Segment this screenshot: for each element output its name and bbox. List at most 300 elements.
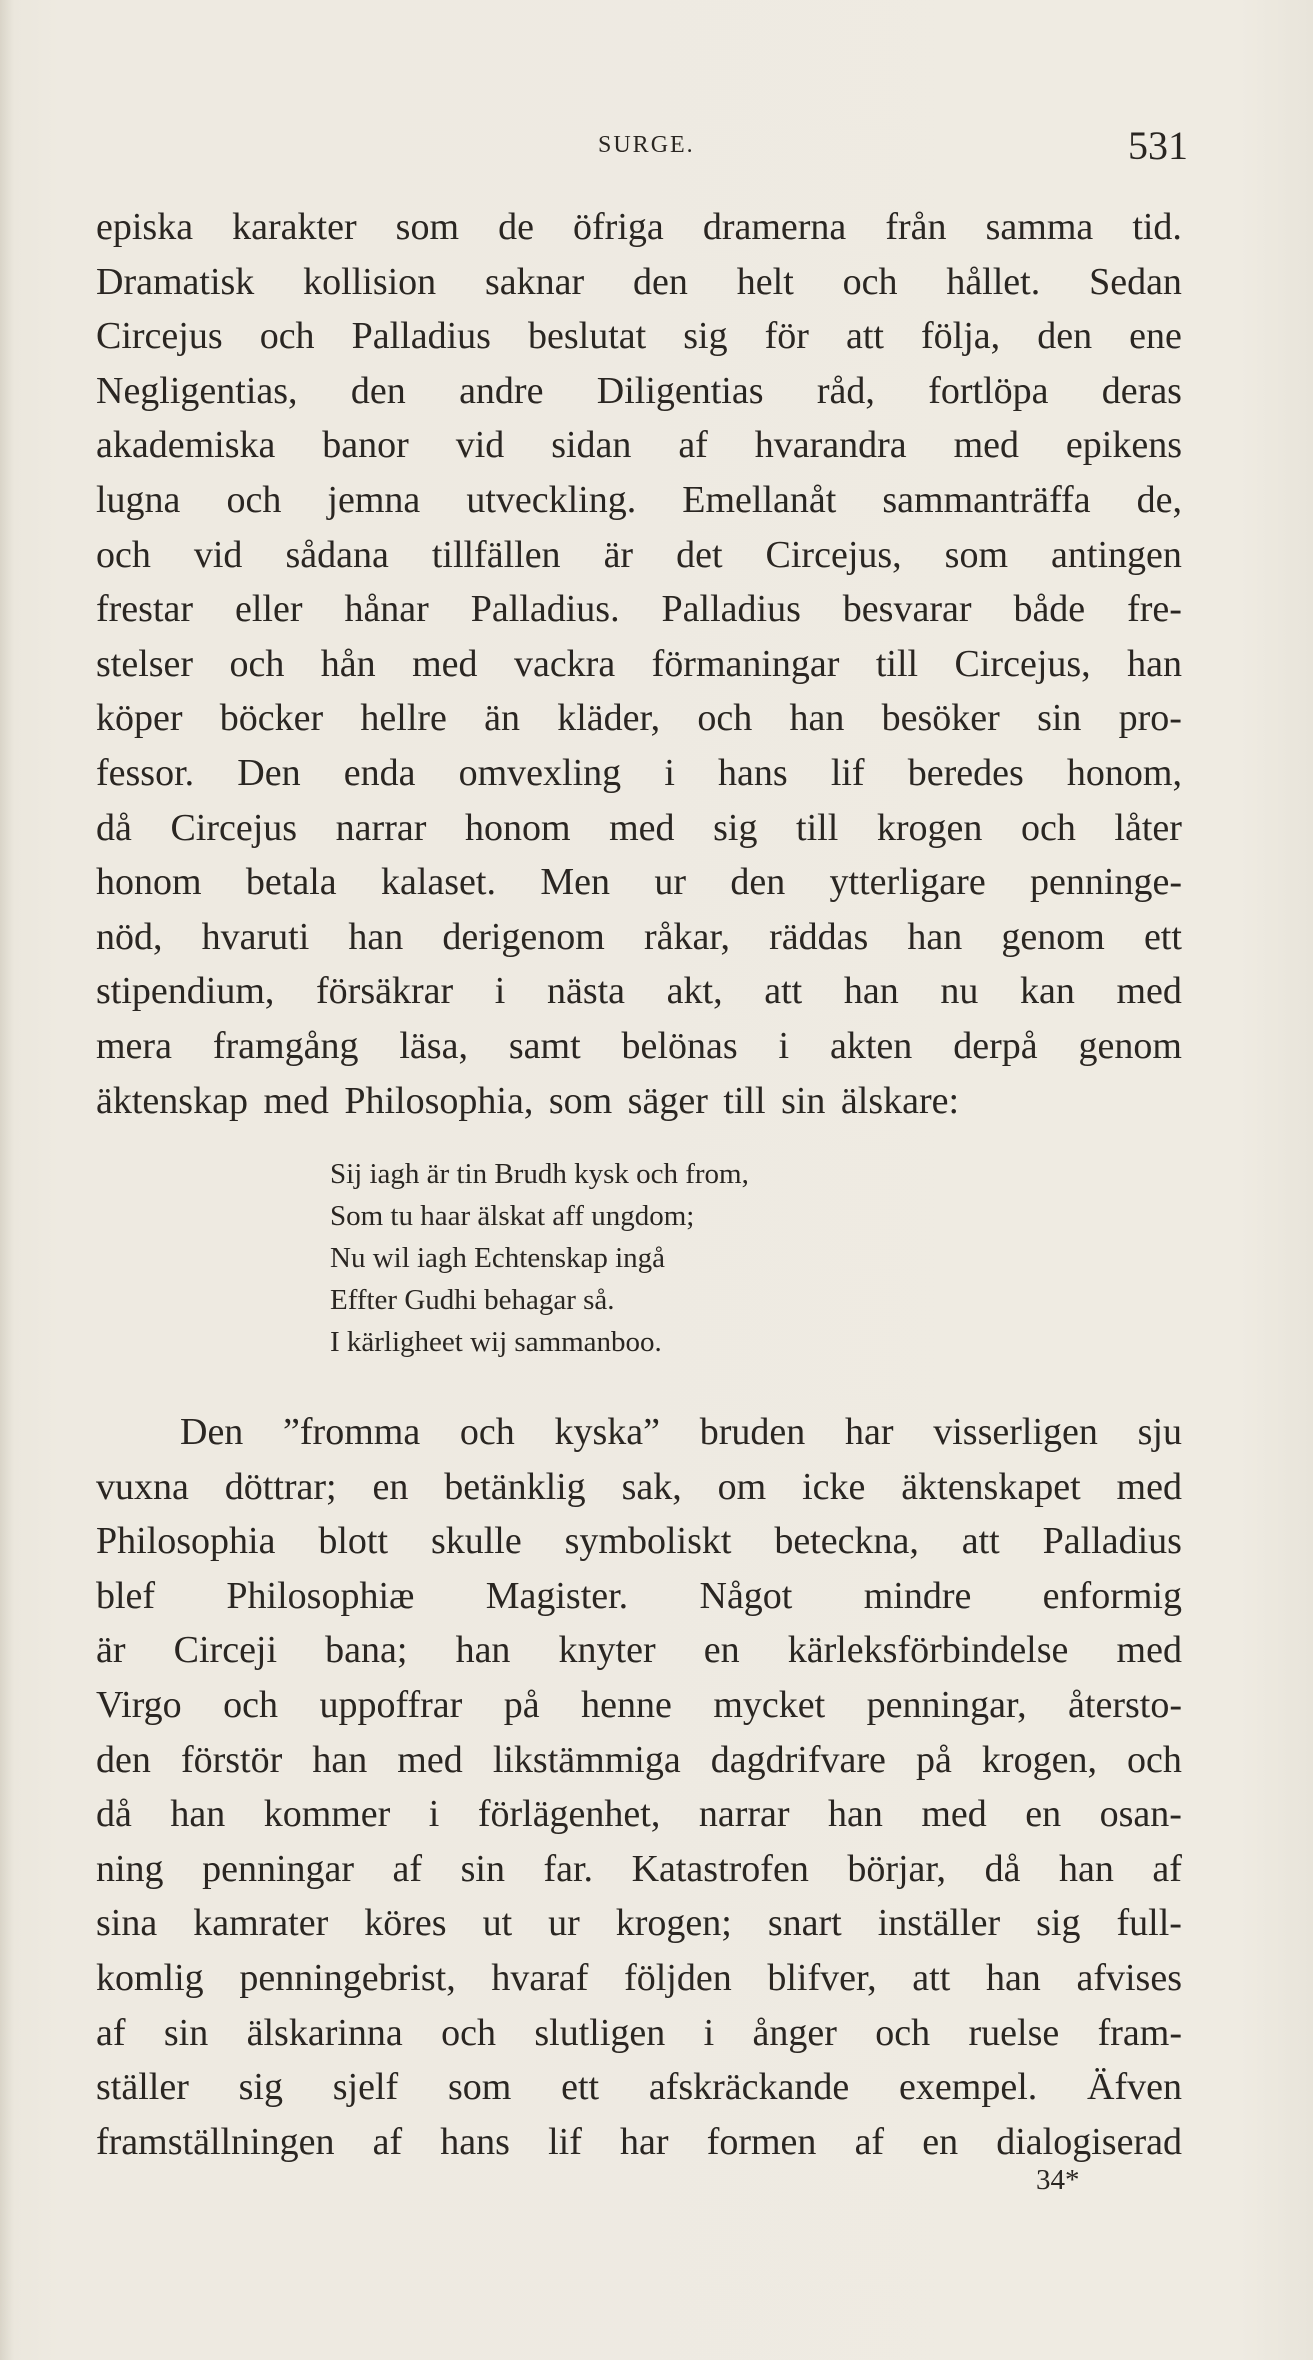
word: med — [953, 424, 1020, 467]
word: i — [703, 2011, 715, 2054]
word: Palladius — [661, 588, 801, 631]
word: Något — [699, 1574, 793, 1617]
word: då — [984, 1847, 1021, 1890]
text-line — [96, 1733, 1182, 1788]
text-line — [96, 910, 1182, 965]
word: för — [764, 315, 809, 358]
word: kommer — [263, 1793, 391, 1836]
word: framställningen — [96, 2120, 335, 2163]
word: honom — [96, 861, 202, 904]
word: förlägenhet, — [477, 1793, 661, 1836]
text-line — [96, 1569, 1182, 1624]
word: med — [609, 806, 675, 849]
word: far. — [543, 1847, 594, 1890]
word: med — [921, 1793, 987, 1836]
text-line — [96, 255, 1182, 310]
word: betala — [245, 861, 337, 904]
word: lif — [830, 751, 865, 794]
word: och — [697, 697, 753, 740]
word: helt — [736, 260, 794, 303]
word: Virgo — [96, 1683, 182, 1726]
word: full- — [1116, 1902, 1182, 1945]
word: på — [503, 1683, 540, 1726]
word: en — [372, 1465, 409, 1508]
word: ”fromma — [283, 1411, 421, 1453]
page-number: 531 — [1128, 123, 1188, 168]
word: återsto- — [1068, 1683, 1182, 1726]
word: Circeji — [173, 1629, 278, 1672]
word: den — [1037, 315, 1093, 358]
word: han — [843, 970, 899, 1013]
word: saknar — [485, 260, 585, 303]
word: med — [412, 642, 478, 685]
word: försäkrar — [316, 970, 454, 1013]
word: inställer — [877, 1902, 1001, 1945]
word: i — [494, 970, 506, 1013]
word: vid — [193, 533, 243, 576]
text-line — [96, 801, 1182, 856]
word: af — [1152, 1847, 1182, 1890]
word: penningar, — [866, 1683, 1027, 1726]
word: sina — [96, 1902, 158, 1945]
word: epikens — [1065, 424, 1182, 467]
word: Philosophia — [96, 1520, 276, 1563]
word: än — [484, 697, 521, 740]
word: med — [1116, 970, 1182, 1013]
word: han — [455, 1629, 511, 1672]
word: karakter — [232, 206, 357, 248]
word: den — [730, 861, 786, 904]
word: Negligentias, — [96, 369, 298, 412]
word: belönas — [621, 1024, 738, 1067]
text-line — [96, 637, 1182, 692]
word: framgång — [212, 1024, 359, 1067]
word: börjar, — [847, 1847, 947, 1890]
word: hans — [718, 751, 788, 794]
word: stipendium, — [96, 970, 275, 1013]
word: beslutat — [527, 315, 647, 358]
word: akten — [830, 1024, 913, 1067]
text-line — [96, 528, 1182, 583]
word: besvarar — [842, 588, 972, 631]
word: symboliskt — [564, 1520, 732, 1563]
word: krogen, — [981, 1738, 1097, 1781]
word: köres — [364, 1902, 447, 1945]
text-line — [96, 1623, 1182, 1678]
word: är — [96, 1629, 126, 1672]
word: exempel. — [899, 2066, 1038, 2109]
word: har — [620, 2120, 669, 2163]
word: älskarinna — [246, 2011, 403, 2054]
verse-line: Nu wil iagh Echtenskap ingå — [330, 1242, 666, 1274]
verse-line: I kärligheet wij sammanboo. — [330, 1326, 662, 1358]
word: att — [846, 315, 884, 358]
word: af — [854, 2120, 885, 2163]
word: vid — [455, 424, 505, 467]
word: det — [676, 533, 723, 576]
word: sin — [163, 2011, 209, 2054]
word: af — [678, 424, 708, 467]
word: hvaraf — [491, 1956, 589, 1999]
word: mycket — [713, 1683, 826, 1726]
word: han — [312, 1738, 368, 1781]
word: med — [397, 1738, 463, 1781]
word: genom — [1078, 1024, 1182, 1067]
word: råkar, — [643, 915, 730, 958]
word: och — [223, 1683, 279, 1726]
word: de — [498, 206, 534, 248]
word: och — [259, 315, 315, 358]
word: ett — [561, 2066, 600, 2109]
word: tillfällen — [431, 533, 561, 576]
word: den — [350, 369, 406, 412]
word: den — [96, 1738, 151, 1781]
word: lugna — [96, 478, 181, 521]
word: han — [1058, 1847, 1114, 1890]
word: och — [875, 2011, 931, 2054]
word: han — [907, 915, 963, 958]
word: Emellanåt — [682, 478, 837, 521]
word: Katastrofen — [631, 1847, 809, 1890]
word: blef — [96, 1574, 156, 1617]
word: från — [885, 206, 947, 248]
word: Diligentias — [596, 369, 764, 412]
word: af — [372, 2120, 403, 2163]
word: äktenskapet — [901, 1465, 1081, 1508]
word: enda — [343, 751, 416, 794]
word: sig — [238, 2066, 283, 2109]
text-line — [96, 364, 1182, 419]
word: är — [603, 533, 634, 576]
word: förmaningar — [651, 642, 840, 685]
word: köper — [96, 697, 183, 740]
word: enformig — [1042, 1574, 1182, 1617]
page-header — [0, 118, 1313, 178]
word: om — [717, 1465, 767, 1508]
word: och — [441, 2011, 496, 2054]
word: läsa, — [399, 1024, 468, 1067]
text-line — [96, 746, 1182, 801]
text-line: äktenskap med Philosophia, som säger till sin älskare: — [96, 1079, 960, 1122]
word: blott — [318, 1520, 389, 1563]
word: dagdrifvare — [710, 1738, 886, 1781]
word: krogen — [876, 806, 983, 849]
word: betänklig — [444, 1465, 586, 1508]
word: Circejus, — [765, 533, 902, 576]
word: ånger — [752, 2011, 837, 2054]
word: nu — [940, 970, 979, 1013]
text-line — [96, 1019, 1182, 1074]
word: förstör — [180, 1738, 283, 1781]
word: penningar — [202, 1847, 355, 1890]
word: både — [1013, 588, 1086, 631]
word: honom, — [1066, 751, 1182, 794]
word: mindre — [863, 1574, 972, 1617]
word: då — [96, 1793, 132, 1836]
word: likstämmiga — [492, 1738, 681, 1781]
word: omvexling — [458, 751, 622, 794]
word: narrar — [698, 1793, 790, 1836]
word: antingen — [1051, 533, 1182, 576]
word: sig — [713, 806, 758, 849]
word: deras — [1101, 369, 1182, 412]
word: den — [633, 260, 688, 303]
text-line — [96, 1951, 1182, 2006]
word: då — [96, 806, 132, 849]
word: dramerna — [702, 206, 847, 248]
word: med — [1116, 1465, 1182, 1508]
text-line — [96, 855, 1182, 910]
word: snart — [767, 1902, 842, 1945]
word: som — [395, 206, 460, 248]
word: bruden — [699, 1411, 806, 1453]
word: han — [985, 1956, 1041, 1999]
text-line — [96, 964, 1182, 1019]
word: med — [1116, 1629, 1182, 1672]
verse-line: Som tu haar älskat aff ungdom; — [330, 1200, 695, 1232]
word: penningebrist, — [239, 1956, 456, 1999]
running-head: SURGE. — [598, 132, 695, 158]
word: vackra — [513, 642, 616, 685]
word: Den — [237, 751, 301, 794]
word: frestar — [96, 588, 194, 631]
verse-quotation — [330, 1153, 1030, 1363]
word: beredes — [907, 751, 1024, 794]
text-line — [96, 1514, 1182, 1569]
word: hån — [320, 642, 376, 685]
word: afskräckande — [648, 2066, 850, 2109]
word: honom — [464, 806, 571, 849]
word: Den — [180, 1411, 244, 1453]
word: hvaruti — [201, 915, 310, 958]
word: som — [944, 533, 1009, 576]
word: sig — [683, 315, 728, 358]
word: sin — [1037, 697, 1082, 740]
word: krogen; — [615, 1902, 732, 1945]
word: och — [96, 533, 151, 576]
word: och — [1020, 806, 1076, 849]
text-line — [96, 1842, 1182, 1897]
word: räddas — [769, 915, 869, 958]
word: på — [915, 1738, 952, 1781]
word: ene — [1129, 315, 1182, 358]
word: ur — [654, 861, 686, 904]
word: att — [912, 1956, 951, 1999]
word: i — [664, 751, 675, 794]
word: i — [428, 1793, 440, 1836]
word: fre- — [1127, 588, 1182, 631]
word: kärleksförbindelse — [787, 1629, 1069, 1672]
text-line — [96, 1896, 1182, 1951]
word: beteckna, — [774, 1520, 919, 1563]
word: derpå — [953, 1024, 1038, 1067]
word: och — [229, 642, 285, 685]
paragraph-1 — [96, 200, 1182, 1128]
word: henne — [581, 1683, 672, 1726]
word: formen — [706, 2120, 817, 2163]
word: Men — [540, 861, 610, 904]
text-line — [96, 2006, 1182, 2061]
word: sjelf — [332, 2066, 399, 2109]
word: utveckling. — [466, 478, 637, 521]
word: penninge- — [1030, 861, 1182, 904]
word: sidan — [551, 424, 632, 467]
word: i — [778, 1024, 790, 1067]
word: ur — [548, 1902, 580, 1945]
word: sin — [460, 1847, 505, 1890]
word: en — [1025, 1793, 1062, 1836]
word: att — [961, 1520, 1000, 1563]
word: andre — [459, 369, 544, 412]
word: kollision — [303, 260, 437, 303]
verse-line: Effter Gudhi behagar så. — [330, 1284, 615, 1316]
text-line — [96, 691, 1182, 746]
word: tid. — [1132, 206, 1182, 248]
word: Circejus — [170, 806, 298, 849]
word: ytterligare — [829, 861, 986, 904]
word: Circejus, — [954, 642, 1091, 685]
word: Dramatisk — [96, 260, 255, 303]
word: sig — [1036, 1902, 1081, 1945]
word: böcker — [219, 697, 324, 740]
word: kan — [1019, 970, 1075, 1013]
word: akt, — [666, 970, 723, 1013]
word: Sedan — [1089, 260, 1182, 303]
word: sju — [1137, 1411, 1182, 1453]
word: eller — [234, 588, 303, 631]
word: skulle — [430, 1520, 522, 1563]
text-line — [96, 1405, 1182, 1460]
word: öfriga — [573, 206, 664, 248]
word: han — [828, 1793, 883, 1836]
text-line — [96, 1678, 1182, 1733]
word: och — [459, 1411, 515, 1453]
text-line — [96, 582, 1182, 637]
word: han — [1127, 642, 1182, 685]
word: uppoffrar — [319, 1683, 463, 1726]
word: vuxna — [96, 1465, 189, 1508]
word: mera — [96, 1024, 172, 1067]
word: samma — [985, 206, 1094, 248]
word: visserligen — [933, 1411, 1098, 1453]
word: som — [447, 2066, 512, 2109]
word: afvises — [1076, 1956, 1182, 1999]
word: att — [764, 970, 803, 1013]
word: pro- — [1118, 697, 1182, 740]
word: stelser — [96, 642, 194, 685]
word: fortlöpa — [928, 369, 1049, 412]
word: och — [1127, 1738, 1182, 1781]
word: låter — [1114, 806, 1182, 849]
word: slutligen — [534, 2011, 666, 2054]
word: ställer — [96, 2066, 189, 2109]
word: Philosophiæ — [226, 1574, 415, 1617]
text-line — [96, 1460, 1182, 1515]
word: hånar — [344, 588, 429, 631]
word: episka — [96, 206, 194, 248]
word: osan- — [1099, 1793, 1182, 1836]
word: till — [875, 642, 919, 685]
word: de, — [1136, 478, 1182, 521]
word: bana; — [325, 1629, 408, 1672]
word: jemna — [327, 478, 421, 521]
word: och — [842, 260, 898, 303]
word: hållet. — [946, 260, 1041, 303]
word: besöker — [881, 697, 1000, 740]
verse-line: Sij iagh är tin Brudh kysk och from, — [330, 1158, 749, 1190]
word: af — [392, 1847, 423, 1890]
word: komlig — [96, 1956, 204, 1999]
word: har — [845, 1411, 894, 1453]
word: Circejus — [96, 315, 223, 358]
word: knyter — [558, 1629, 656, 1672]
word: han — [170, 1793, 226, 1836]
word: kyska” — [554, 1411, 661, 1453]
word: blifver, — [767, 1956, 877, 1999]
word: nöd, — [96, 915, 163, 958]
word: ruelse — [968, 2011, 1060, 2054]
word: Magister. — [485, 1574, 629, 1617]
word: samt — [508, 1024, 581, 1067]
word: till — [796, 806, 839, 849]
word: ut — [482, 1902, 513, 1945]
word: följa, — [921, 315, 1001, 358]
text-line — [96, 2060, 1182, 2115]
signature-mark: 34* — [1036, 2164, 1080, 2196]
word: och — [226, 478, 282, 521]
word: derigenom — [442, 915, 605, 958]
word: fessor. — [96, 751, 195, 794]
word: lif — [548, 2120, 582, 2163]
word: narrar — [335, 806, 427, 849]
word: hans — [440, 2120, 510, 2163]
word: döttrar; — [224, 1465, 337, 1508]
word: Palladius — [1042, 1520, 1182, 1563]
word: icke — [802, 1465, 866, 1508]
word: råd, — [816, 369, 875, 412]
word: fram- — [1097, 2011, 1182, 2054]
word: en — [922, 2120, 959, 2163]
word: dialogiserad — [996, 2120, 1182, 2163]
word: af — [96, 2011, 126, 2054]
word: nästa — [546, 970, 626, 1013]
word: han — [348, 915, 404, 958]
word: kalaset. — [380, 861, 496, 904]
word: ning — [96, 1847, 164, 1890]
word: sak, — [621, 1465, 682, 1508]
word: sådana — [285, 533, 389, 576]
text-line — [96, 2115, 1182, 2170]
word: banor — [322, 424, 409, 467]
text-line — [96, 418, 1182, 473]
word: akademiska — [96, 424, 276, 467]
text-line — [96, 200, 1182, 255]
word: genom — [1001, 915, 1105, 958]
word: kläder, — [557, 697, 661, 740]
word: hvarandra — [754, 424, 907, 467]
text-line — [96, 473, 1182, 528]
text-line — [96, 1787, 1182, 1842]
text-line — [96, 309, 1182, 364]
word: hellre — [360, 697, 447, 740]
word: sammanträffa — [882, 478, 1091, 521]
word: Palladius. — [470, 588, 620, 631]
word: kamrater — [193, 1902, 329, 1945]
word: Palladius — [351, 315, 491, 358]
word: ett — [1143, 915, 1182, 958]
word: följden — [624, 1956, 732, 1999]
paragraph-2 — [96, 1405, 1182, 2169]
